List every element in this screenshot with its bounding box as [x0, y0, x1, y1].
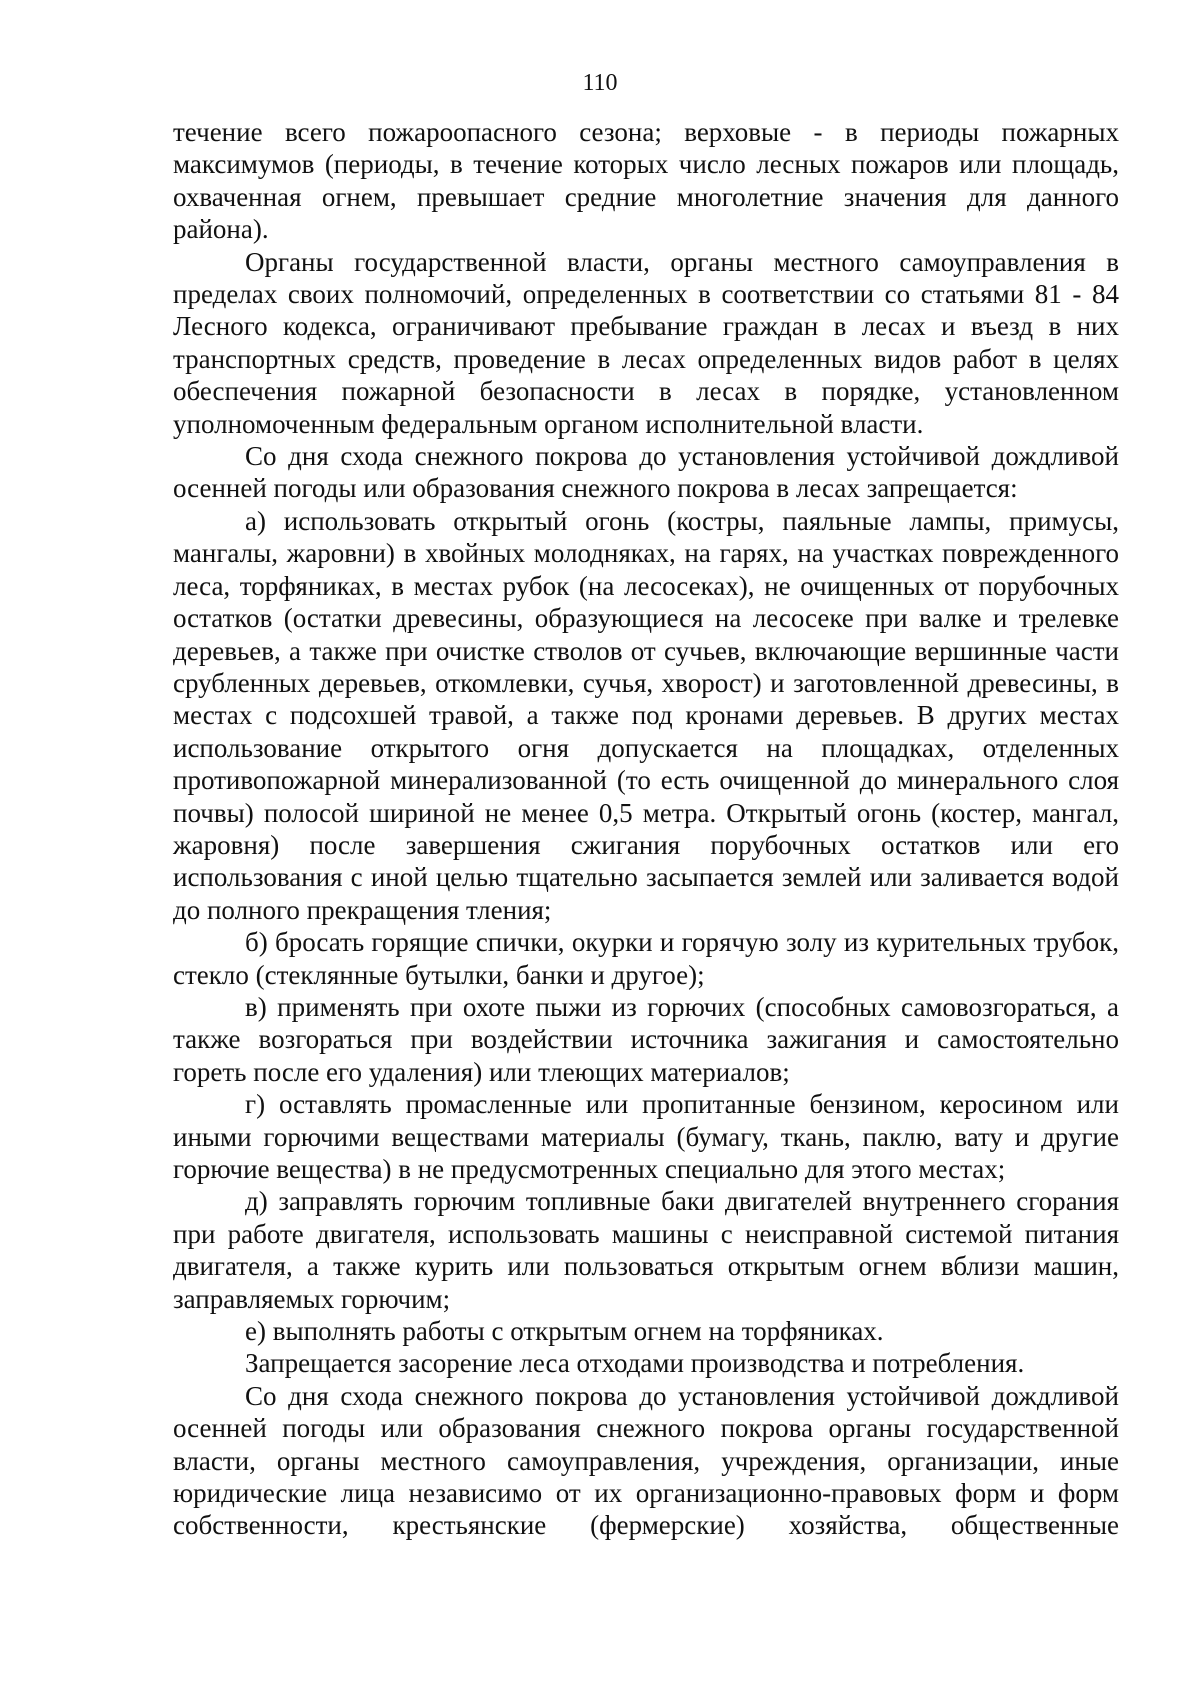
page-number: 110 — [582, 70, 618, 96]
paragraph-authorities: Органы государственной власти, органы местного самоуправления в пределах своих полномочий, определенных в соответствии со статьями 81 - 84 Лесного кодекса, ограничивают пребывание граждан в лесах и въезд в них транспортных средств, проведение в лесах определенных видов работ в целях обеспечения пожарной безопасности в лесах в порядке, установленном уполномоченным федеральным органом исполнительной власти. — [173, 246, 1119, 439]
list-item-v: в) применять при охоте пыжи из горючих (способных самовозгораться, а также возгораться при воздействии источника зажигания и самостоятельно гореть после его удаления) или тлеющих материалов; — [173, 991, 1119, 1087]
paragraph-littering: Запрещается засорение леса отходами производства и потребления. — [245, 1348, 1025, 1379]
document-body — [173, 116, 1119, 1542]
list-item-g: г) оставлять промасленные или пропитанные бензином, керосином или иными горючими веществами материалы (бумагу, ткань, паклю, вату и другие горючие вещества) в не предусмотренных специально для этого местах; — [173, 1089, 1119, 1184]
paragraph-prohibitions-intro: Со дня схода снежного покрова до установления устойчивой дождливой осенней погоды или образования снежного покрова в лесах запрещается: — [173, 441, 1119, 504]
list-item-d: д) заправлять горючим топливные баки двигателей внутреннего сгорания при работе двигателя, использовать машины с неисправной системой питания двигателя, а также курить или пользоваться открытым огнем вблизи машин, заправляемых горючим; — [173, 1186, 1119, 1314]
list-item-a: а) использовать открытый огонь (костры, паяльные лампы, примусы, мангалы, жаровни) в хвойных молодняках, на гарях, на участках поврежденного леса, торфяниках, в местах рубок (на лесосеках), не очищенных от порубочных остатков (остатки древесины, образующиеся на лесосеке при валке и трелевке деревьев, а также при очистке стволов от сучьев, включающие вершинные части срубленных деревьев, откомлевки, сучья, хворост) и заготовленной древесины, в местах с подсохшей травой, а также под кронами деревьев. В других местах использование открытого огня допускается на площадках, отделенных противопожарной минерализованной (то есть очищенной до минерального слоя почвы) полосой шириной не менее 0,5 метра. Открытый огонь (костер, мангал, жаровня) после завершения сжигания порубочных остатков или его использования с иной целью тщательно засыпается землей или заливается водой до полного прекращения тления; — [173, 505, 1119, 925]
paragraph-continuation: течение всего пожароопасного сезона; верховые - в периоды пожарных максимумов (периоды, в течение которых число лесных пожаров или площадь, охваченная огнем, превышает средние многолетние значения для данного района). — [173, 117, 1119, 245]
paragraph-obligations: Со дня схода снежного покрова до установления устойчивой дождливой осенней погоды или образования снежного покрова органы государственной власти, органы местного самоуправления, учреждения, организации, иные юридические лица независимо от их организационно-правовых форм и форм собственности, крестьянские (фермерские) хозяйства, общественные — [173, 1380, 1119, 1541]
list-item-b: б) бросать горящие спички, окурки и горячую золу из курительных трубок, стекло (стеклянные бутылки, банки и другое); — [173, 927, 1119, 990]
list-item-e: е) выполнять работы с открытым огнем на торфяниках. — [245, 1316, 884, 1347]
